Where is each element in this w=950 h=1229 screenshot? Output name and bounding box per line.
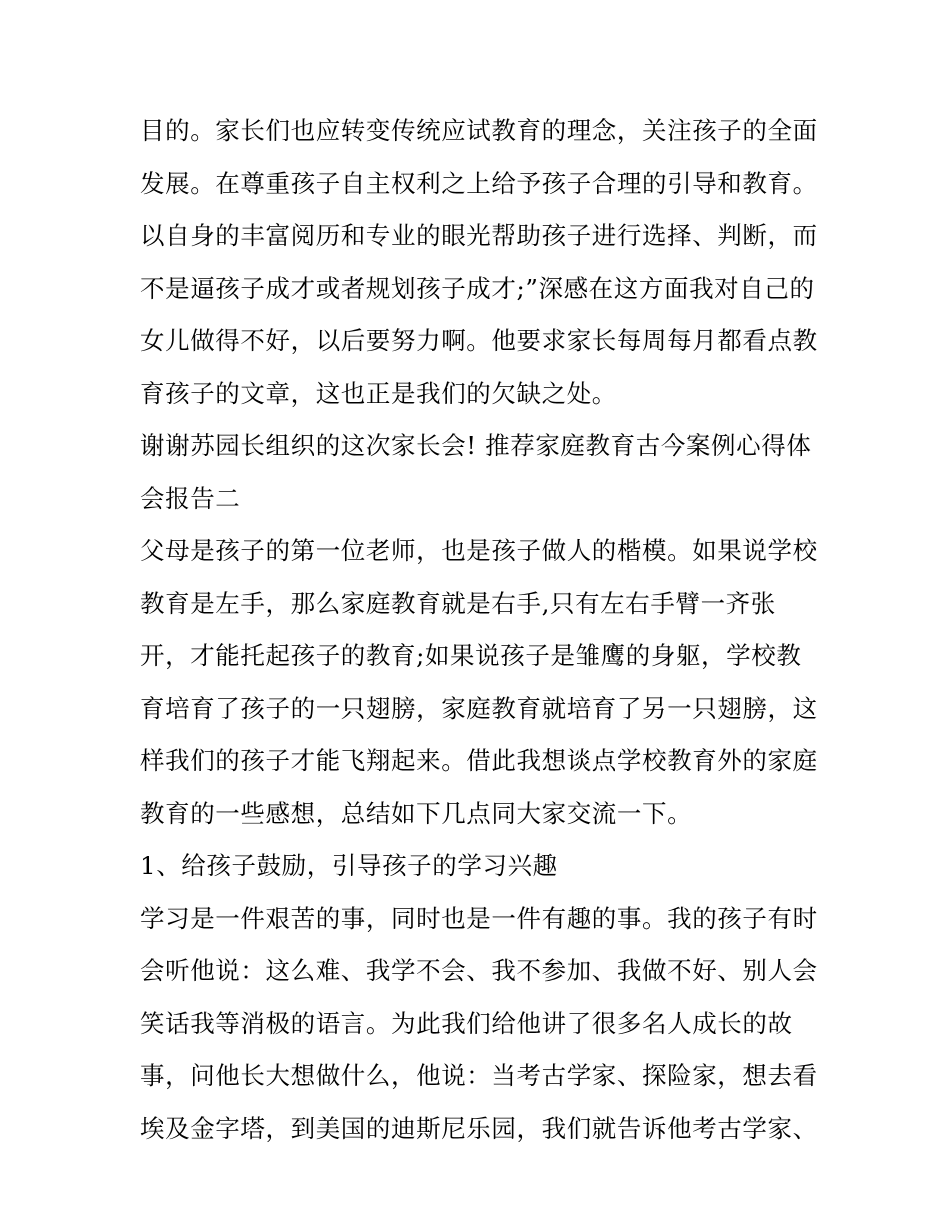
text-line: 不是逼孩子成才或者规划孩子成才;”深感在这方面我对自己的 <box>140 273 815 303</box>
text-line: 育孩子的文章，这也正是我们的欠缺之处。 <box>140 378 617 408</box>
text-line: 笑话我等消极的语言。为此我们给他讲了很多名人成长的故 <box>140 1008 793 1038</box>
text-line: 发展。在尊重孩子自主权利之上给予孩子合理的引导和教育。 <box>140 168 818 198</box>
text-line: 女儿做得不好，以后要努力啊。他要求家长每周每月都看点教 <box>140 326 818 355</box>
text-line: 目的。家长们也应转变传统应试教育的理念，关注孩子的全面 <box>140 116 818 145</box>
text-line: 事，问他长大想做什么，他说：当考古学家、探险家，想去看 <box>140 1061 818 1090</box>
text-line: 教育是左手，那么家庭教育就是右手,只有左右手臂一齐张 <box>140 588 776 618</box>
text-line: 会听他说：这么难、我学不会、我不参加、我做不好、别人会 <box>140 956 818 985</box>
text-line: 育培育了孩子的一只翅膀，家庭教育就培育了另一只翅膀，这 <box>140 693 818 723</box>
text-line: 埃及金字塔，到美国的迪斯尼乐园，我们就告诉他考古学家、 <box>140 1113 818 1143</box>
text-line: 学习是一件艰苦的事，同时也是一件有趣的事。我的孩子有时 <box>140 903 818 933</box>
body-text <box>140 107 830 1157</box>
text-line: 教育的一些感想，总结如下几点同大家交流一下。 <box>140 798 693 828</box>
numbered-heading: 1、给孩子鼓励，引导孩子的学习兴趣 <box>140 851 558 880</box>
text-line: 谢谢苏园长组织的这次家长会! 推荐家庭教育古今案例心得体 <box>140 431 812 460</box>
text-line: 以自身的丰富阅历和专业的眼光帮助孩子进行选择、判断，而 <box>140 221 818 250</box>
text-line: 样我们的孩子才能飞翔起来。借此我想谈点学校教育外的家庭 <box>140 746 818 775</box>
text-line: 父母是孩子的第一位老师，也是孩子做人的楷模。如果说学校 <box>140 536 818 565</box>
text-line: 开，才能托起孩子的教育;如果说孩子是雏鹰的身躯，学校教 <box>140 641 802 670</box>
section-heading: 会报告二 <box>140 483 241 513</box>
